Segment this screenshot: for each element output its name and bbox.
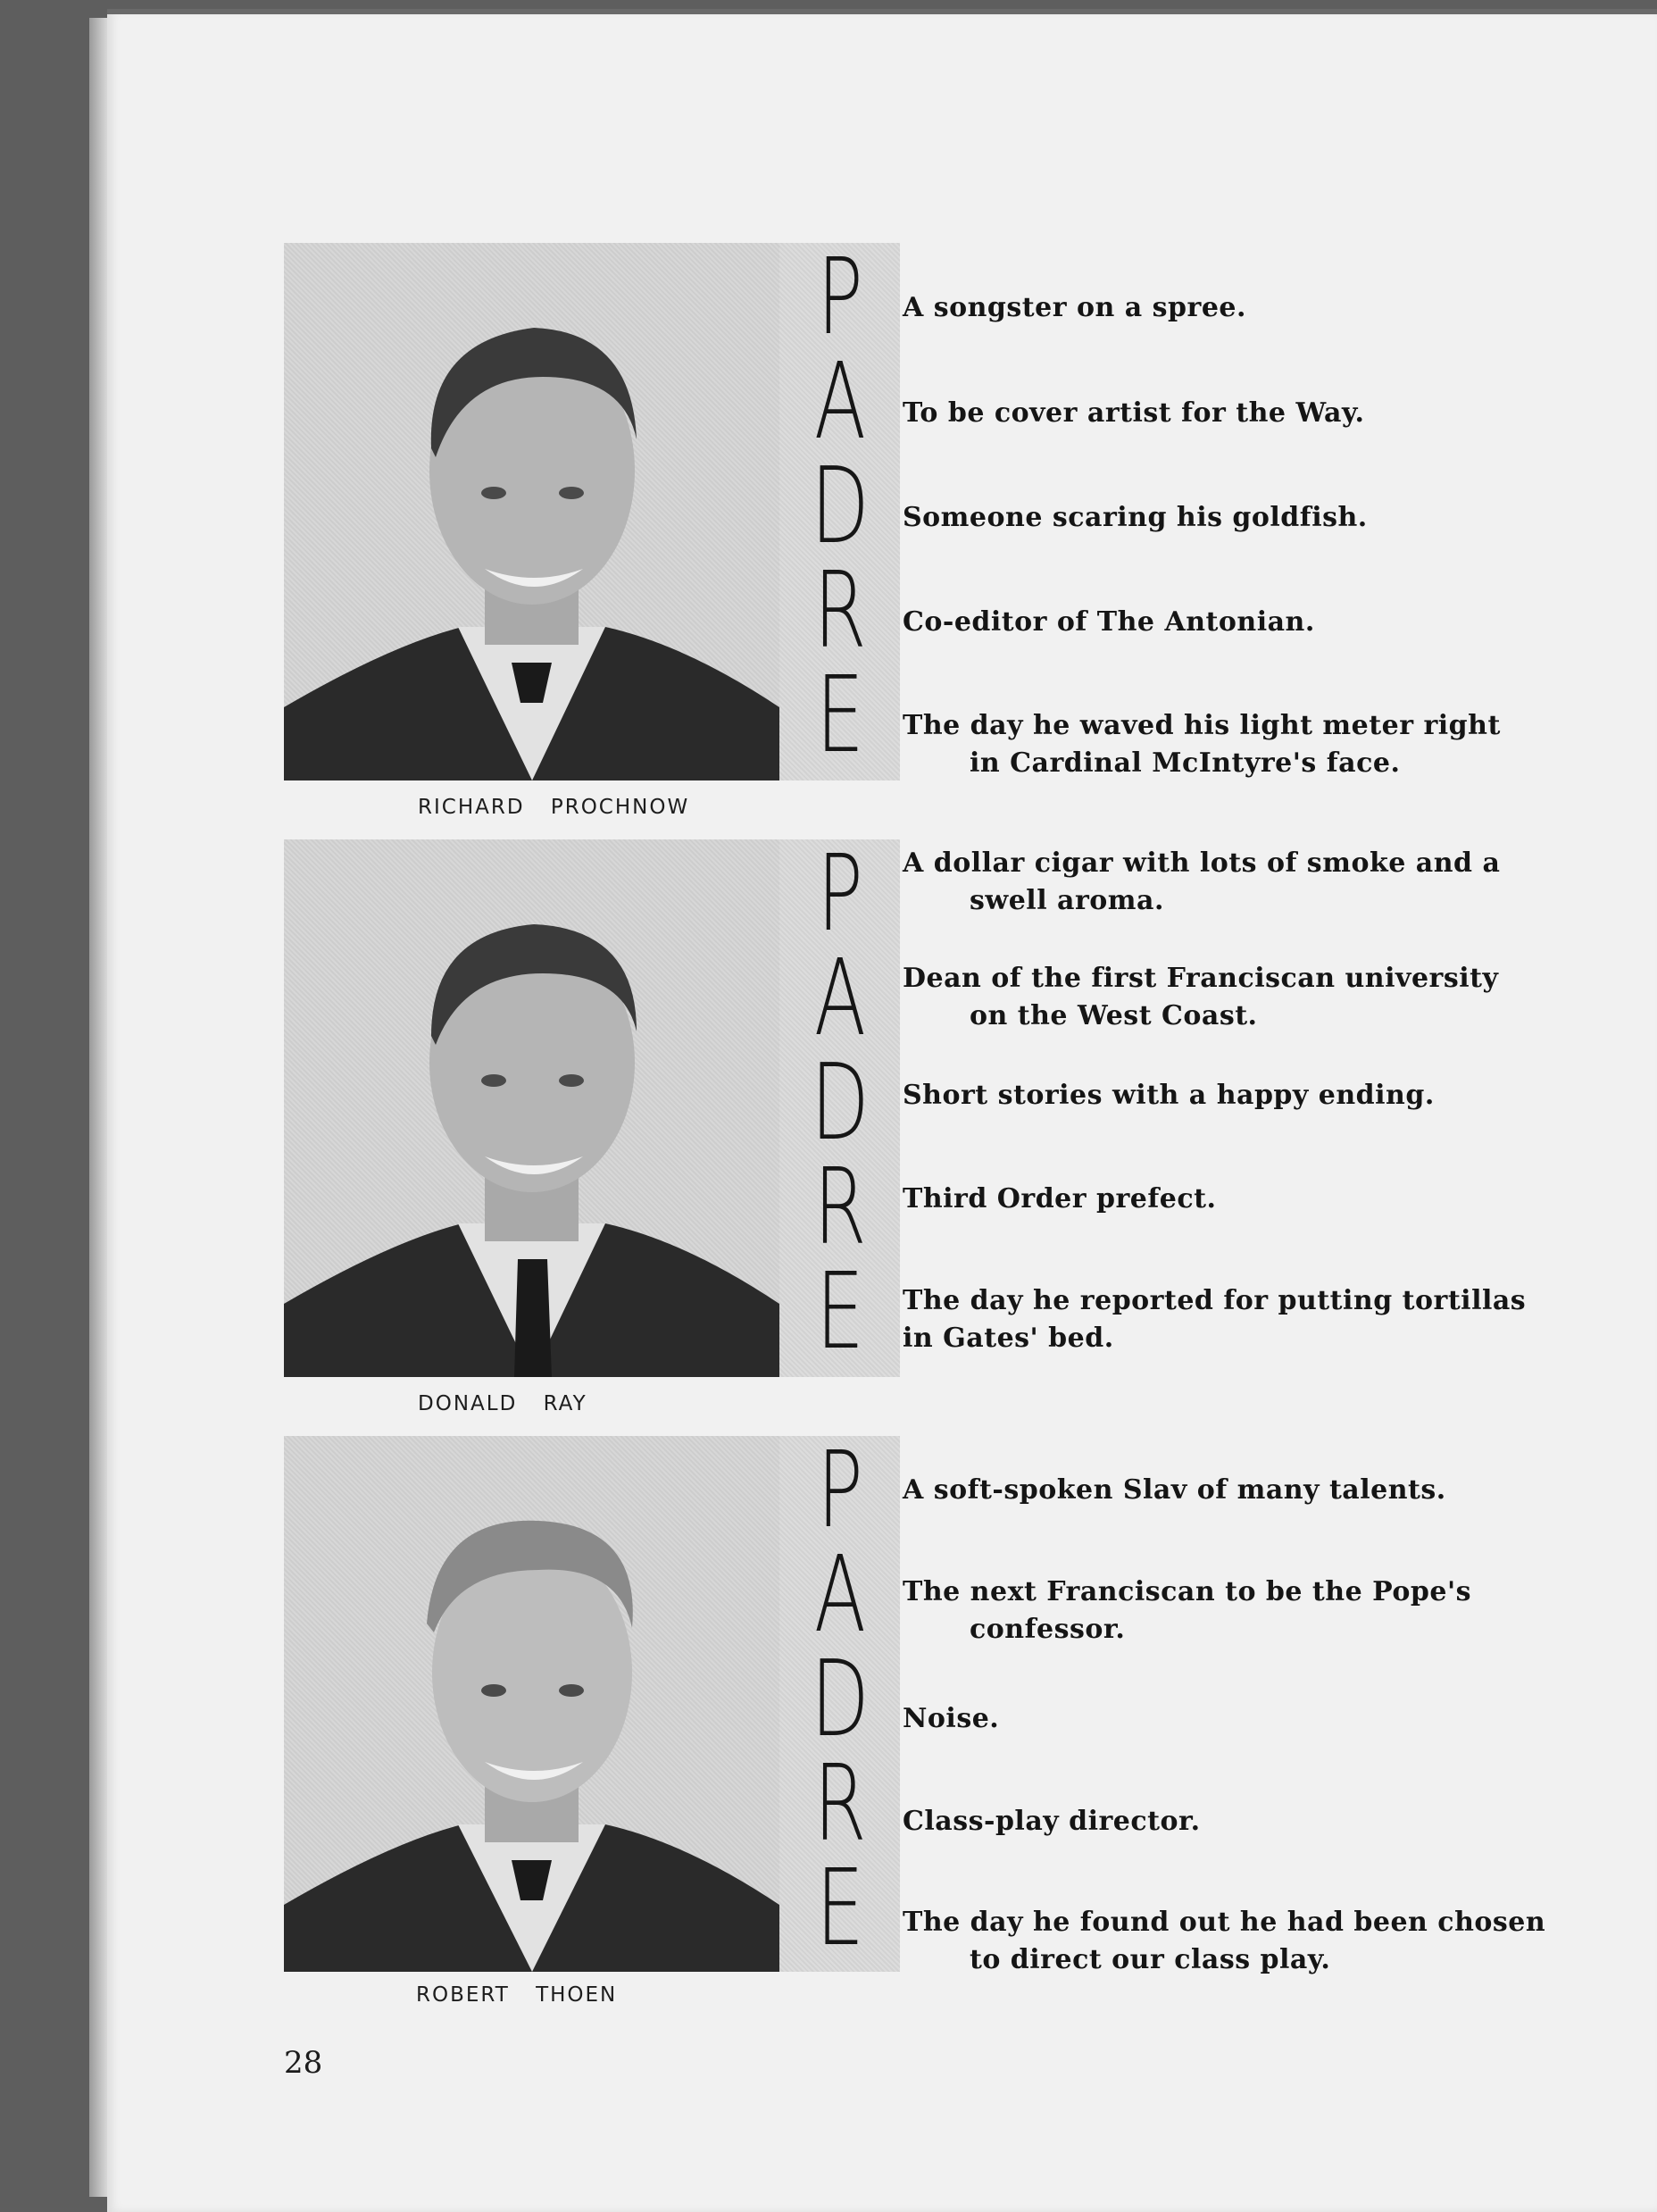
padre-letter-r: R xyxy=(813,548,867,672)
padre-letter-a: A xyxy=(813,936,867,1059)
padre-letter-d: D xyxy=(811,444,870,567)
line-e: The day he reported for putting tortillas in Gates' bed. xyxy=(903,1285,1527,1354)
padre-letter-d: D xyxy=(811,1637,870,1760)
top-rule xyxy=(107,9,1657,14)
line-d: Noise. xyxy=(903,1703,1000,1734)
padre-letter-d: D xyxy=(811,1040,870,1164)
padre-letter-r: R xyxy=(813,1145,867,1268)
line-p: A dollar cigar with lots of smoke and a swell aroma. xyxy=(903,847,1501,916)
line-r: Co-editor of The Antonian. xyxy=(903,606,1315,638)
padre-letter-p: P xyxy=(817,831,863,955)
student-name: ROBERT THOEN xyxy=(416,1983,618,2007)
padre-letter-r: R xyxy=(813,1741,867,1865)
portrait-photo xyxy=(284,243,779,780)
line-a: The next Franciscan to be the Pope's confessor. xyxy=(903,1576,1472,1645)
padre-letter-a: A xyxy=(813,339,867,463)
portrait-photo xyxy=(284,1436,779,1972)
line-a: To be cover artist for the Way. xyxy=(903,397,1365,429)
student-name: DONALD RAY xyxy=(418,1392,587,1415)
padre-letters xyxy=(779,235,900,780)
line-a: Dean of the first Franciscan university on the West Coast. xyxy=(903,963,1499,1031)
portrait-photo xyxy=(284,839,779,1377)
page-number: 28 xyxy=(284,2045,323,2081)
page-edge xyxy=(89,18,107,2197)
line-d: Someone scaring his goldfish. xyxy=(903,502,1368,533)
line-r: Class-play director. xyxy=(903,1806,1201,1837)
padre-letter-a: A xyxy=(813,1532,867,1656)
line-e: The day he waved his light meter right in Cardinal McIntyre's face. xyxy=(903,710,1501,779)
padre-letters xyxy=(779,831,900,1377)
line-p: A songster on a spree. xyxy=(903,292,1246,323)
padre-letters xyxy=(779,1428,900,1972)
student-name: RICHARD PROCHNOW xyxy=(418,796,690,819)
line-p: A soft-spoken Slav of many talents. xyxy=(903,1474,1446,1506)
padre-letter-e: E xyxy=(816,653,864,776)
line-r: Third Order prefect. xyxy=(903,1183,1217,1215)
padre-letter-p: P xyxy=(817,235,863,358)
padre-letter-e: E xyxy=(816,1249,864,1373)
padre-letter-e: E xyxy=(816,1846,864,1969)
line-e: The day he found out he had been chosen to direct our class play. xyxy=(903,1907,1546,1975)
line-d: Short stories with a happy ending. xyxy=(903,1080,1435,1111)
padre-letter-p: P xyxy=(817,1428,863,1551)
